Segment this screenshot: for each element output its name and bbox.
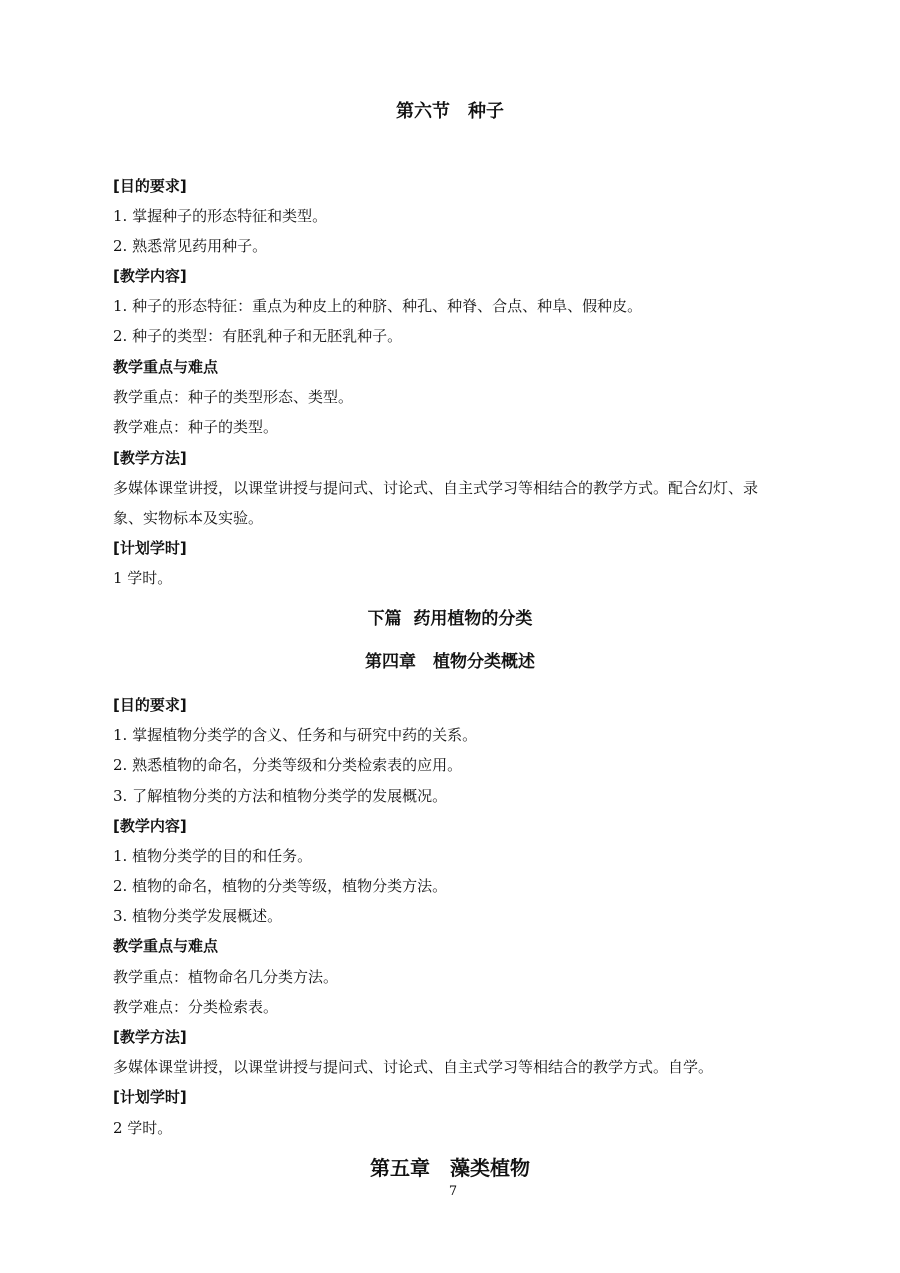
methods-heading: [教学方法] <box>113 1028 187 1046</box>
hours-text: 1 学时。 <box>113 569 173 587</box>
objective-item: 1. 掌握种子的形态特征和类型。 <box>113 207 328 225</box>
content-item: 2. 种子的类型：有胚乳种子和无胚乳种子。 <box>113 327 403 345</box>
objectives-heading: [目的要求] <box>113 177 187 195</box>
methods-text: 象、实物标本及实验。 <box>113 509 264 527</box>
objective-item: 2. 熟悉常见药用种子。 <box>113 237 268 255</box>
content-heading: [教学内容] <box>113 817 187 835</box>
keypoints-heading: 教学重点与难点 <box>113 937 219 955</box>
chapter-title: 第五章 藻类植物 <box>370 1156 530 1180</box>
chapter-title: 第四章 植物分类概述 <box>365 652 535 672</box>
section-title: 第六节 种子 <box>396 101 504 122</box>
content-item: 2. 植物的命名，植物的分类等级，植物分类方法。 <box>113 877 448 895</box>
methods-text: 多媒体课堂讲授，以课堂讲授与提问式、讨论式、自主式学习等相结合的教学方式。自学。 <box>113 1058 714 1076</box>
objective-item: 3. 了解植物分类的方法和植物分类学的发展概况。 <box>113 787 448 805</box>
keypoint-item: 教学重点：植物命名几分类方法。 <box>113 968 339 986</box>
objective-item: 1. 掌握植物分类学的含义、任务和与研究中药的关系。 <box>113 726 478 744</box>
content-item: 1. 种子的形态特征：重点为种皮上的种脐、种孔、种脊、合点、种阜、假种皮。 <box>113 297 643 315</box>
keypoint-item: 教学难点：种子的类型。 <box>113 418 279 436</box>
objectives-heading: [目的要求] <box>113 696 187 714</box>
objective-item: 2. 熟悉植物的命名，分类等级和分类检索表的应用。 <box>113 756 463 774</box>
hours-heading: [计划学时] <box>113 1088 187 1106</box>
keypoint-item: 教学重点：种子的类型形态、类型。 <box>113 388 354 406</box>
keypoints-heading: 教学重点与难点 <box>113 358 219 376</box>
methods-heading: [教学方法] <box>113 449 187 467</box>
content-item: 3. 植物分类学发展概述。 <box>113 907 283 925</box>
methods-text: 多媒体课堂讲授，以课堂讲授与提问式、讨论式、自主式学习等相结合的教学方式。配合幻灯、录 <box>113 479 759 497</box>
page-number: 7 <box>448 1184 458 1199</box>
content-heading: [教学内容] <box>113 267 187 285</box>
part-title: 下篇 药用植物的分类 <box>367 609 533 629</box>
hours-text: 2 学时。 <box>113 1119 173 1137</box>
content-item: 1. 植物分类学的目的和任务。 <box>113 847 313 865</box>
keypoint-item: 教学难点：分类检索表。 <box>113 998 279 1016</box>
hours-heading: [计划学时] <box>113 539 187 557</box>
